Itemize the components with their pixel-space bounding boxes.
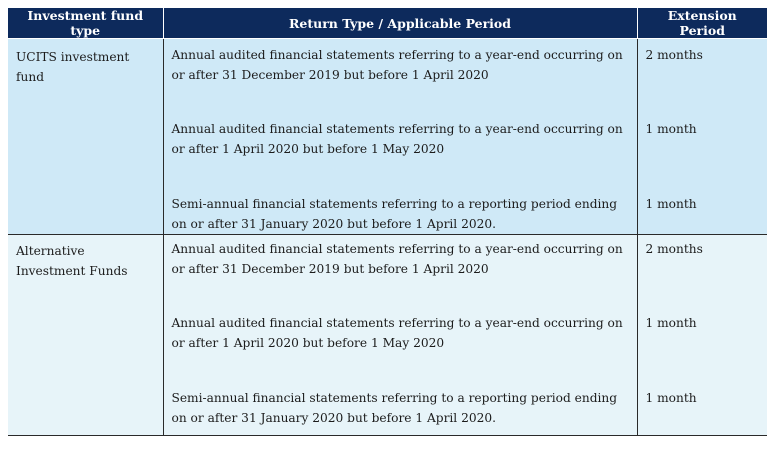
table-row-aif [8,235,767,436]
extension-item: 1 month [645,316,697,330]
fund-type-cell [8,235,163,436]
return-type-cell [163,235,637,436]
return-type-item: Semi-annual financial statements referring to a reporting period ending on or after 31 January 2020 but before 1 April 2020. [171,197,618,231]
extension-item: 2 months [645,48,703,62]
extension-item: 1 month [645,197,697,211]
extension-cell [637,39,767,235]
fund-type-label: Alternative Investment Funds [16,244,128,278]
extension-item: 1 month [645,122,697,136]
fund-extension-table [8,8,767,436]
extension-cell [637,235,767,436]
header-row [8,8,767,39]
return-type-item: Annual audited financial statements referring to a year-end occurring on or after 1 April 2020 but before 1 May 2020 [171,122,623,156]
return-type-item: Annual audited financial statements referring to a year-end occurring on or after 31 December 2019 but before 1 April 2020 [171,242,623,276]
fund-type-cell [8,39,163,235]
header-fund-type: Investment fund type [8,8,163,39]
return-type-cell [163,39,637,235]
extension-item: 1 month [645,391,697,405]
extension-item: 2 months [645,242,703,256]
fund-type-label: UCITS investment fund [16,50,130,84]
header-extension-period: Extension Period [637,8,767,39]
return-type-item: Annual audited financial statements referring to a year-end occurring on or after 1 April 2020 but before 1 May 2020 [171,316,623,350]
table-row-ucits [8,39,767,235]
return-type-item: Semi-annual financial statements referring to a reporting period ending on or after 31 January 2020 but before 1 April 2020. [171,391,618,425]
return-type-item: Annual audited financial statements referring to a year-end occurring on or after 31 December 2019 but before 1 April 2020 [171,48,623,82]
header-return-type: Return Type / Applicable Period [163,8,637,39]
